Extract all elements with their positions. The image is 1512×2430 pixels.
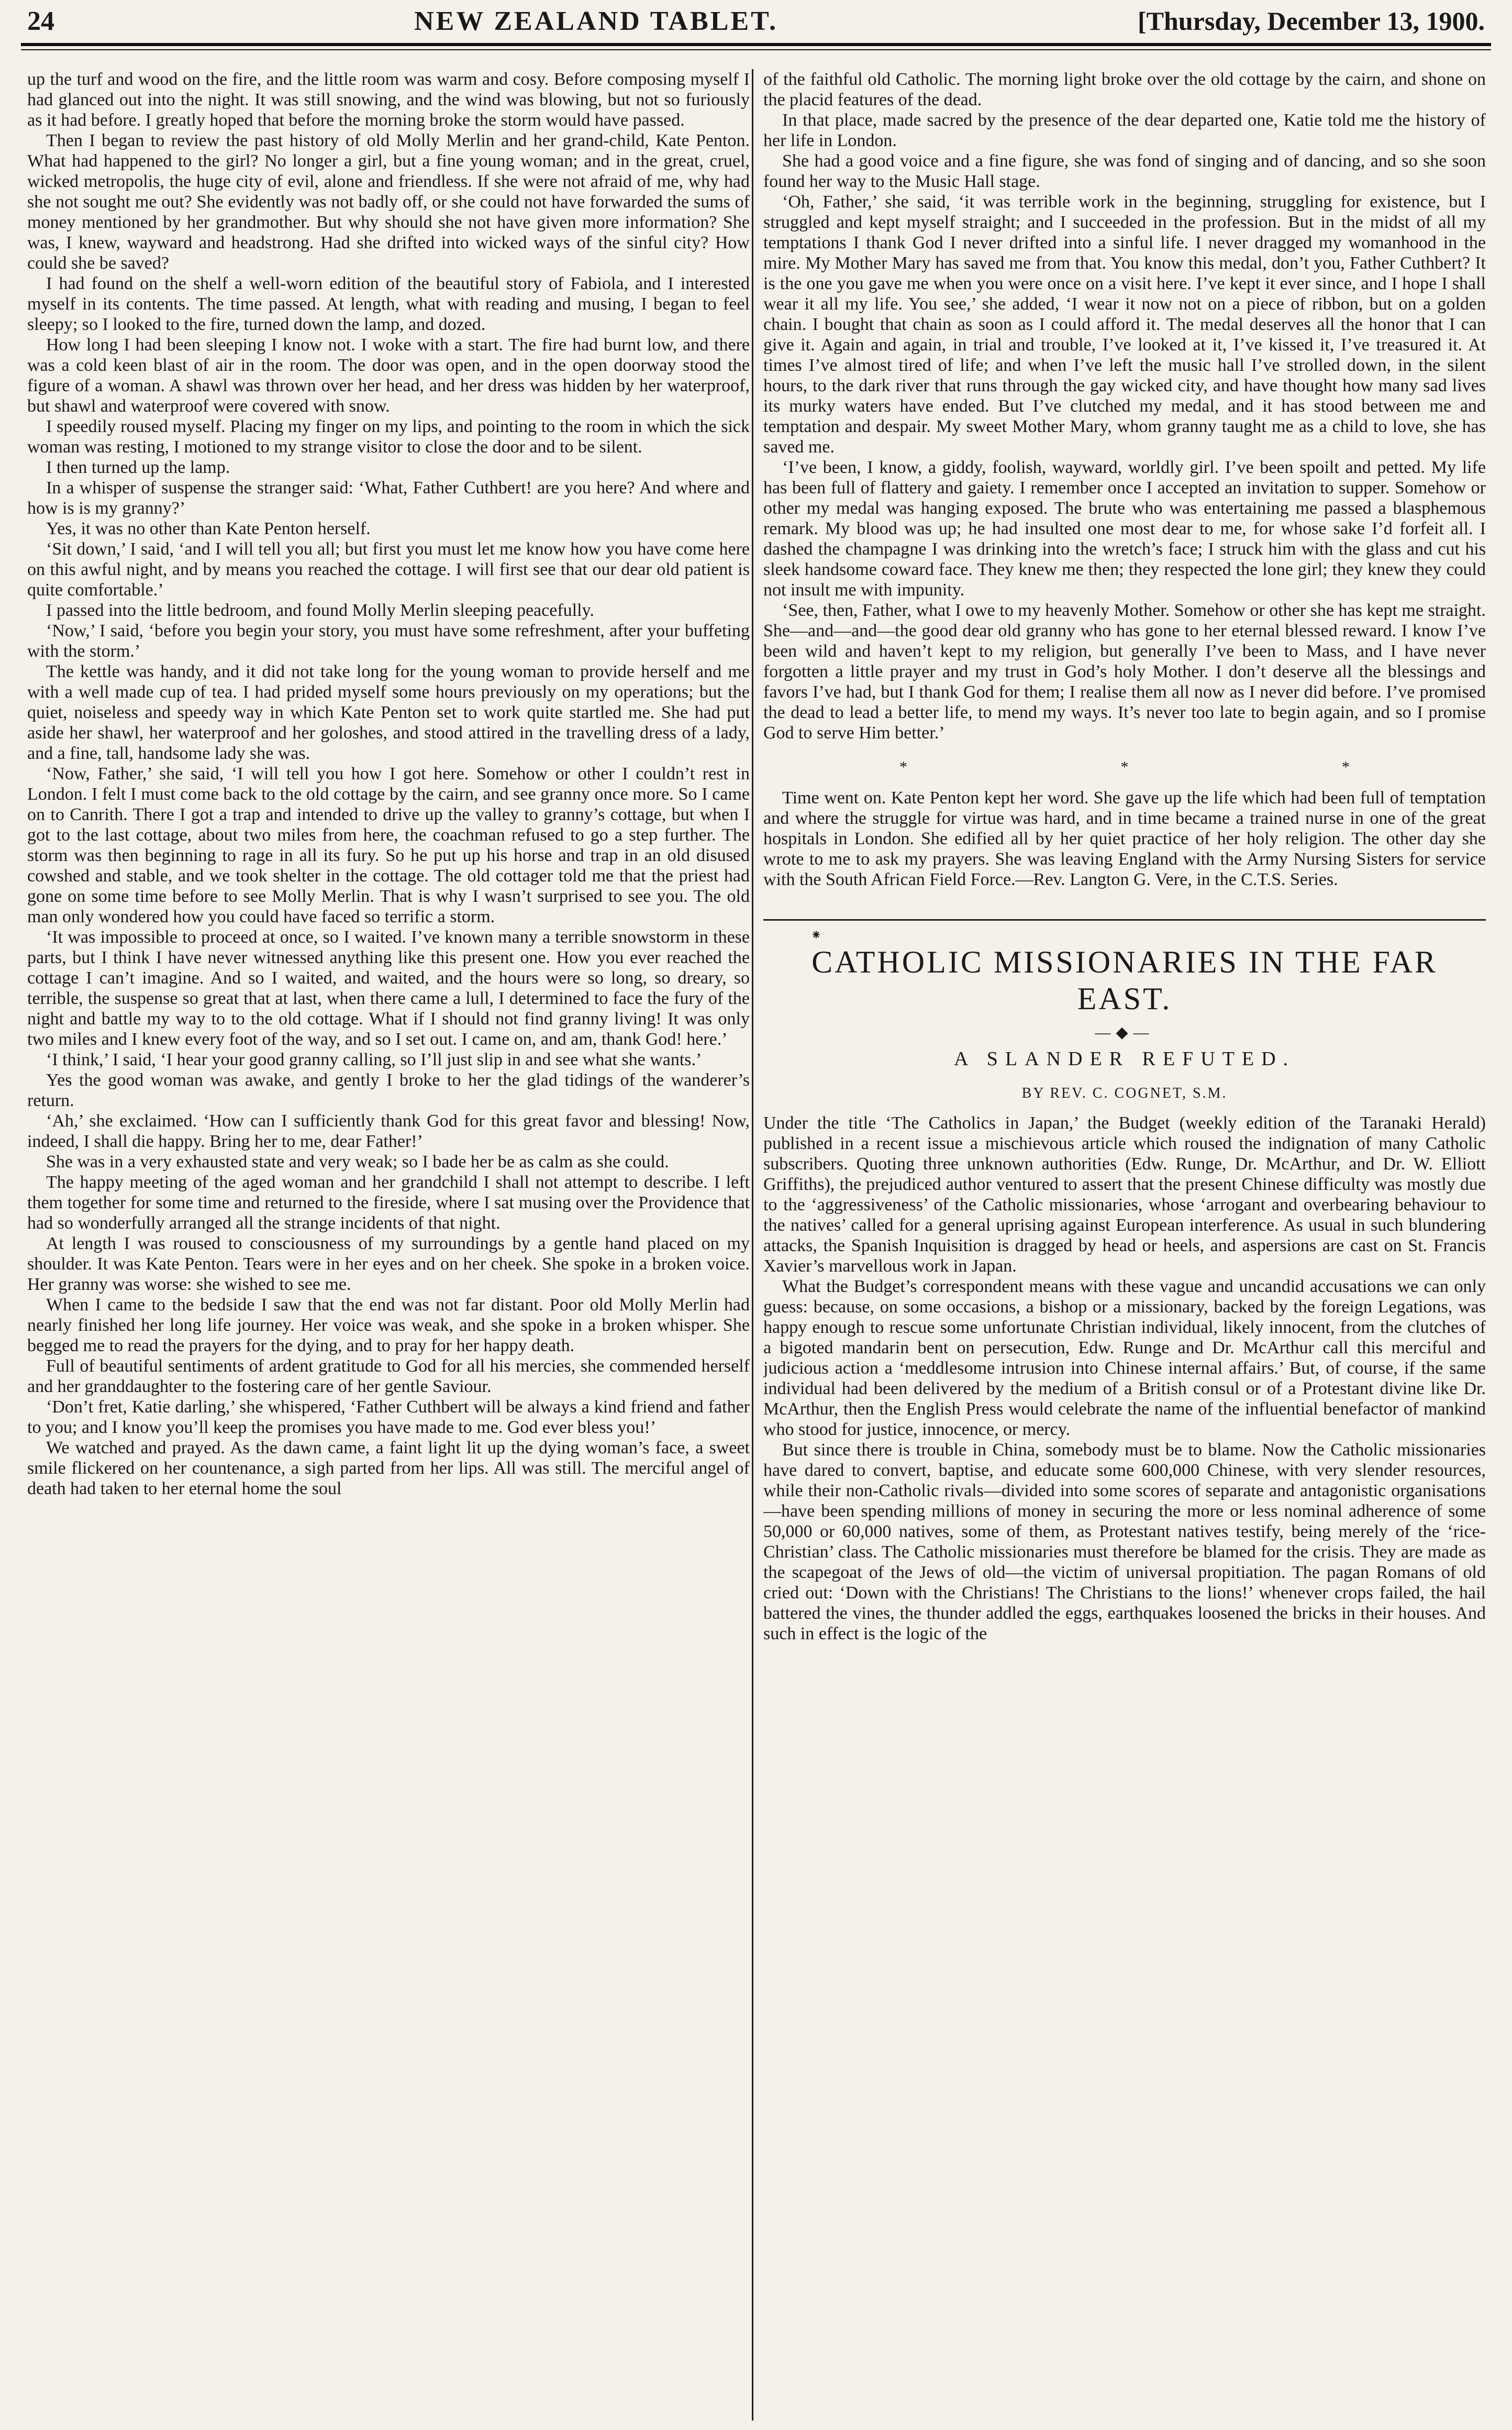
article-subtitle: A SLANDER REFUTED. bbox=[953, 1048, 1296, 1070]
story-paragraph: Yes the good woman was awake, and gently I broke to her the glad tidings of the wanderer’s return. bbox=[27, 1070, 750, 1110]
article-paragraph: But since there is trouble in China, somebody must be to blame. Now the Catholic missionaries have dared to convert, baptise, and educate some 600,000 Chinese, with very slender resources, while their non-Catholic rivals—divided into some scores of separate and antagonistic organisations—have been spending millions of money in securing the more or less nominal adherence of some 50,000 or 60,000 natives, some of them, as Protestant natives testify, being merely of the ‘rice-Christian’ class. The Catholic missionaries must therefore be blamed for the crisis. They are made as the scapegoat of the Jews of old—the victim of universal propitiation. The pagan Romans of old cried out: ‘Down with the Christians! The Christians to the lions!’ whenever crops failed, the hail battered the vines, the thunder addled the eggs, earthquakes loosened the bricks in their houses. And such in effect is the logic of the bbox=[763, 1440, 1486, 1643]
masthead-rule-thin bbox=[21, 49, 1491, 50]
article-title: CATHOLIC MISSIONARIES IN THE FAR EAST. bbox=[811, 945, 1438, 1016]
masthead-rule bbox=[21, 43, 1491, 46]
story-paragraph: Yes, it was no other than Kate Penton herself. bbox=[46, 519, 371, 538]
article-byline: BY REV. C. COGNET, S.M. bbox=[1021, 1085, 1228, 1101]
story-paragraph: In that place, made sacred by the presence of the dear departed one, Katie told me the history of her life in London. bbox=[763, 111, 1486, 150]
story-paragraph: up the turf and wood on the fire, and the little room was warm and cosy. Before composing myself I had glanced out into the night. It was still snowing, and the wind was blowing, but not so furiously as it had before. I greatly hoped that before the morning broke the storm would have passed. bbox=[27, 70, 750, 130]
story-paragraph: ‘Sit down,’ I said, ‘and I will tell you all; but first you must let me know how you have come here on this awful night, and by means you reached the cottage. I will first see that our dear old patient is quite comfortable.’ bbox=[27, 539, 750, 600]
column-divider bbox=[752, 69, 753, 2421]
article-rule bbox=[763, 919, 1486, 921]
left-column bbox=[27, 69, 750, 2421]
story-paragraph: ‘It was impossible to proceed at once, so I waited. I’ve known many a terrible snowstorm in these parts, but I think I have never witnessed anything like this present one. How you ever reached the cottage I can’t imagine. And so I waited, and waited, and the hours were so long, so dreary, so terrible, the suspense so great that at last, when there came a lull, I determined to face the fury of the night and battle my way to to the old cottage. What if I should not find granny living! It was only two miles and I knew every foot of the way, and so I set out. I came on, and am, thank God! here.’ bbox=[27, 927, 750, 1049]
story-paragraph: ‘Ah,’ she exclaimed. ‘How can I sufficiently thank God for this great favor and blessing! Now, indeed, I shall die happy. Bring her to me, dear Father!’ bbox=[27, 1111, 750, 1151]
story-paragraph: ‘See, then, Father, what I owe to my heavenly Mother. Somehow or other she has kept me straight. She—and—and—the good dear old granny who has gone to her eternal blessed reward. I know I’ve been wild and haven’t kept to my religion, but generally I’ve been to Mass, and I have never forgotten a little prayer and my trust in God’s holy Mother. I don’t deserve all the blessings and favors I’ve had, but I thank God for them; I realise them all now as I never did before. I’ve promised the dead to lead a better life, to mend my ways. It’s never too late to begin again, and so I promise God to serve Him better.’ bbox=[763, 601, 1486, 743]
right-column bbox=[763, 69, 1486, 2421]
article-paragraph: What the Budget’s correspondent means with these vague and uncandid accusations we can only guess: because, on some occasions, a bishop or a missionary, backed by the foreign Legations, was happy enough to rescue some unfortunate Christian individual, likely innocent, from the clutches of a bigoted mandarin bent on persecution, Edw. Runge and Dr. McArthur call this merciful and judicious action a ‘meddlesome intrusion into Chinese internal affairs.’ But, of course, if the same individual had been delivered by the medium of a British consul or of a Protestant divine like Dr. McArthur, then the English Press would celebrate the name of the influential benefactor of mankind who stood for justice, innocence, or mercy. bbox=[763, 1277, 1486, 1439]
story-paragraph: When I came to the bedside I saw that the end was not far distant. Poor old Molly Merlin had nearly finished her long life journey. Her voice was weak, and she spoke in a broken whisper. She begged me to read the prayers for the dying, and to pray for her happy death. bbox=[27, 1295, 750, 1355]
story-paragraph: The kettle was handy, and it did not take long for the young woman to provide herself and me with a well made cup of tea. I had prided myself some hours previously on my operations; but the quiet, noiseless and speedy way in which Kate Penton set to work quite startled me. She had put aside her shawl, her waterproof and her goloshes, and stood attired in the travelling dress of a lady, and a fine, tall, handsome lady she was. bbox=[27, 662, 750, 763]
story-paragraph: ‘Now, Father,’ she said, ‘I will tell you how I got here. Somehow or other I couldn’t rest in London. I felt I must come back to the old cottage by the cairn, and see granny once more. So I came on to Canrith. There I got a trap and intended to drive up the valley to granny’s cottage, but when I got to the last cottage, about two miles from here, the coachman refused to go a step further. The storm was then beginning to rage in all its fury. So he put up his horse and trap in an old disused cowshed and stable, and we took shelter in the cottage. The old cottager told me that the priest had gone on some time before to see Molly Merlin. That is why I wasn’t surprised to see you. The old man only wondered how you could have faced so terrific a storm. bbox=[27, 764, 750, 926]
masthead bbox=[27, 4, 1485, 38]
closing-paragraph: Time went on. Kate Penton kept her word. She gave up the life which had been full of temptation and where the struggle for virtue was hard, and in time became a trained nurse in one of the great hospitals in London. She edified all by her quiet practice of her holy religion. The other day she wrote to me to ask my prayers. She was leaving England with the Army Nursing Sisters for service with the South African Field Force.—Rev. Langton G. Vere, in the C.T.S. Series. bbox=[763, 788, 1486, 889]
story-paragraph: ‘Now,’ I said, ‘before you begin your story, you must have some refreshment, after your buffeting with the storm.’ bbox=[27, 621, 750, 661]
story-paragraph: ‘I think,’ I said, ‘I hear your good granny calling, so I’ll just slip in and see what she wants.’ bbox=[46, 1050, 702, 1069]
story-paragraph: I speedily roused myself. Placing my finger on my lips, and pointing to the room in which the sick woman was resting, I motioned to my strange visitor to close the door and to be silent. bbox=[27, 417, 750, 457]
article-paragraph: Under the title ‘The Catholics in Japan,’ the Budget (weekly edition of the Taranaki Herald) published in a recent issue a mischievous article which roused the indignation of many Catholic subscribers. Quoting three unknown authorities (Edw. Runge, Dr. McArthur, and Dr. W. Elliott Griffiths), the prejudiced author ventured to assert that the present Chinese difficulty was mostly due to the ‘aggressiveness’ of the Catholic missionaries, whose ‘arrogant and overbearing behaviour to the natives’ called for a general uprising against European interference. As usual in such blundering attacks, the Spanish Inquisition is dragged by head or heels, and aspersions are cast on St. Francis Xavier’s marvellous work in Japan. bbox=[763, 1113, 1486, 1276]
story-paragraph: of the faithful old Catholic. The morning light broke over the old cottage by the cairn, and shone on the placid features of the dead. bbox=[763, 70, 1486, 109]
story-paragraph: Full of beautiful sentiments of ardent gratitude to God for all his mercies, she commended herself and her granddaughter to the fostering care of her gentle Saviour. bbox=[27, 1356, 750, 1396]
story-paragraph: I then turned up the lamp. bbox=[46, 458, 230, 477]
section-separator: * * * bbox=[899, 758, 1454, 776]
story-paragraph: In a whisper of suspense the stranger said: ‘What, Father Cuthbert! are you here? And where and how is is my granny?’ bbox=[27, 478, 750, 518]
issue-date: [Thursday, December 13, 1900. bbox=[1138, 6, 1485, 36]
story-paragraph: We watched and prayed. As the dawn came, a faint light lit up the dying woman’s face, a sweet smile flickered on her countenance, a sigh parted from her lips. All was still. The merciful angel of death had taken to her eternal home the soul bbox=[27, 1438, 750, 1498]
story-paragraph: How long I had been sleeping I know not. I woke with a start. The fire had burnt low, and there was a cold keen blast of air in the room. The door was open, and in the open doorway stood the figure of a woman. A shawl was thrown over her head, and her dress was hidden by her waterproof, but shawl and waterproof were covered with snow. bbox=[27, 335, 750, 416]
story-paragraph: ‘Don’t fret, Katie darling,’ she whispered, ‘Father Cuthbert will be always a kind friend and father to you; and I know you’ll keep the promises you have made to me. God ever bless you!’ bbox=[27, 1397, 750, 1437]
story-paragraph: Then I began to review the past history of old Molly Merlin and her grand-child, Kate Penton. What had happened to the girl? No longer a girl, but a fine young woman; and in the great, cruel, wicked metropolis, the huge city of evil, alone and friendless. If she were not afraid of me, why had she not sought me out? She evidently was not badly off, or she could not have forwarded the sums of money mentioned by her grandmother. But why should she not have given more information? She was, I knew, wayward and headstrong. Had she drifted into wicked ways of the sinful city? How could she be saved? bbox=[27, 131, 750, 273]
story-paragraph: At length I was roused to consciousness of my surroundings by a gentle hand placed on my shoulder. It was Kate Penton. Tears were in her eyes and on her cheek. She spoke in a broken voice. Her granny was worse: she wished to see me. bbox=[27, 1234, 750, 1294]
story-paragraph: ‘Oh, Father,’ she said, ‘it was terrible work in the beginning, struggling for existence, but I struggled and kept myself straight; and I succeeded in the profession. But in the midst of all my temptations I thank God I never drifted into a sinful life. I never dragged my womanhood in the mire. My Mother Mary has saved me from that. You know this medal, don’t you, Father Cuthbert? It is the one you gave me when you were once on a visit here. I’ve kept it ever since, and I hope I shall wear it all my life. You see,’ she added, ‘I wear it now not on a piece of ribbon, but on a golden chain. I bought that chain as soon as I could afford it. The medal deserves all the honor that I can give it. Again and again, in trial and trouble, I’ve looked at it, I’ve kissed it, I’ve treasured it. At times I’ve almost tired of life; and when I’ve left the music hall I’ve strolled down, in the silent hours, to the dark river that runs through the gay wicked city, and have thought how many sad lives its murky waters have ended. But I’ve clutched my medal, and it has stood between me and temptation and despair. My sweet Mother Mary, whom granny taught me as a child to love, she has saved me. bbox=[763, 192, 1486, 457]
story-paragraph: She had a good voice and a fine figure, she was fond of singing and of dancing, and so she soon found her way to the Music Hall stage. bbox=[763, 151, 1486, 191]
section-mark: ⁕ bbox=[810, 927, 822, 943]
paper-title: NEW ZEALAND TABLET. bbox=[414, 6, 778, 36]
page-number: 24 bbox=[27, 6, 54, 36]
story-paragraph: She was in a very exhausted state and very weak; so I bade her be as calm as she could. bbox=[46, 1152, 669, 1172]
story-paragraph: The happy meeting of the aged woman and her grandchild I shall not attempt to describe. I left them together for some time and returned to the fireside, where I sat musing over the Providence that had so wonderfully arranged all the strange incidents of that night. bbox=[27, 1173, 750, 1233]
story-paragraph: I passed into the little bedroom, and found Molly Merlin sleeping peacefully. bbox=[46, 601, 594, 620]
story-paragraph: ‘I’ve been, I know, a giddy, foolish, wayward, worldly girl. I’ve been spoilt and petted. My life has been full of flattery and gaiety. I remember once I accepted an invitation to supper. Somehow or other my medal was hanging exposed. The brute who was entertaining me passed a blasphemous remark. My blood was up; he had insulted one most dear to me, for whose sake I’d forfeit all. I dashed the champagne I was drinking into the wretch’s face; I struck him with the glass and cut his sleek handsome coward face. They knew me then; they respected the lone girl; they knew they could not insult me with impunity. bbox=[763, 458, 1486, 600]
story-paragraph: I had found on the shelf a well-worn edition of the beautiful story of Fabiola, and I interested myself in its contents. The time passed. At length, what with reading and musing, I began to feel sleepy; so I looked to the fire, turned down the lamp, and dozed. bbox=[27, 274, 750, 334]
title-ornament: —◆— bbox=[1095, 1024, 1154, 1041]
